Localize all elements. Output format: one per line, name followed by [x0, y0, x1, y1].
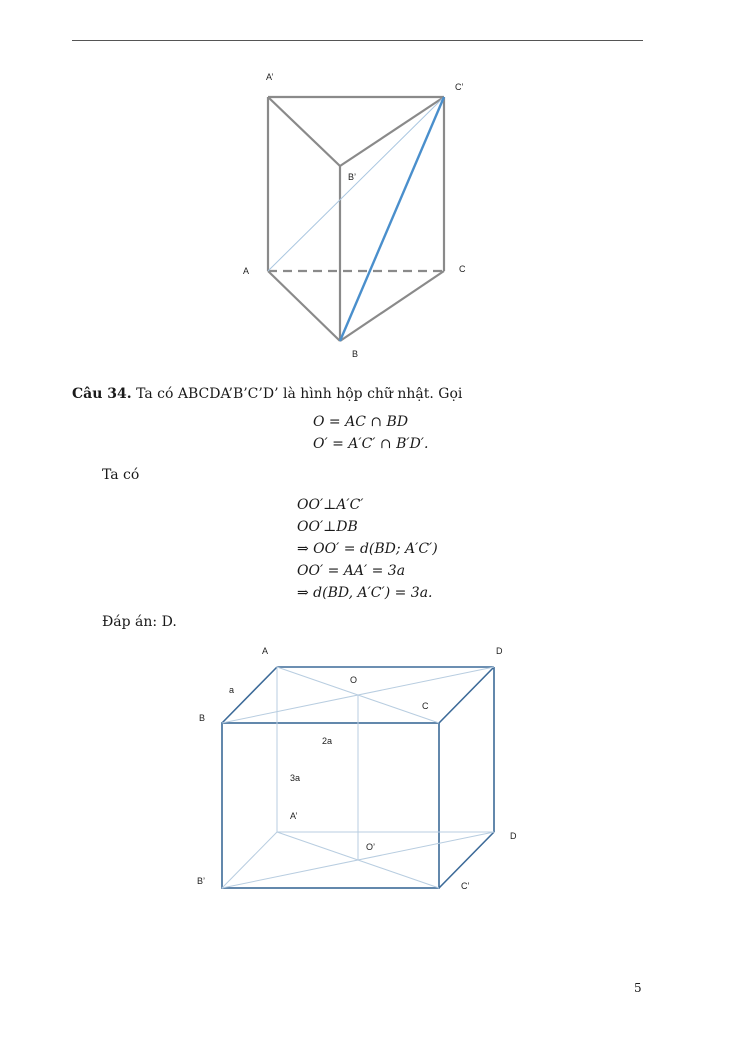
- label-b: B: [352, 349, 359, 359]
- edge-d-c: [439, 667, 494, 723]
- label-box-d-top: D: [496, 646, 503, 656]
- label-a-prime: A’: [266, 72, 274, 82]
- label-box-d-bottom: D: [510, 831, 517, 841]
- page-number: 5: [634, 981, 642, 995]
- label-box-a-prime: A’: [290, 811, 298, 821]
- label-box-a: A: [262, 646, 269, 656]
- step-4: OO′ = AA′ = 3a: [297, 563, 406, 579]
- step-5: ⇒ d(BD, A′C′) = 3a.: [297, 585, 433, 601]
- question-34: [72, 386, 462, 402]
- label-box-a-length: a: [229, 685, 235, 695]
- edge-b1-a1: [222, 832, 277, 888]
- label-box-c: C: [422, 701, 429, 711]
- label-box-b-prime: B’: [197, 876, 206, 886]
- ta-co: Ta có: [102, 467, 140, 483]
- step-1: OO′⊥A′C′: [297, 497, 364, 513]
- step-3: ⇒ OO′ = d(BD; A′C′): [297, 541, 438, 557]
- question-text: Ta có ABCDA’B’C’D’ là hình hộp chữ nhật. Gọi: [136, 386, 463, 402]
- front-face: [222, 723, 439, 888]
- edge-c1-d1: [439, 832, 494, 888]
- edge-a1-b1: [268, 97, 340, 166]
- label-c: C: [459, 264, 466, 274]
- def-o-prime: O′ = A′C′ ∩ B′D′.: [313, 436, 429, 452]
- label-box-3a: 3a: [290, 773, 301, 783]
- label-box-o-prime: O’: [366, 842, 375, 852]
- step-2: OO′⊥DB: [297, 519, 358, 535]
- answer: Đáp án: D.: [102, 614, 177, 630]
- edge-a-b: [268, 271, 340, 341]
- edge-b-a: [222, 667, 277, 723]
- def-o: O = AC ∩ BD: [313, 414, 409, 430]
- question-number: Câu 34.: [72, 386, 132, 402]
- label-box-o: O: [350, 675, 358, 685]
- diag-b-c1: [340, 97, 444, 341]
- label-b-prime: B’: [348, 172, 357, 182]
- label-box-2a: 2a: [322, 736, 333, 746]
- label-box-c-prime: C’: [461, 881, 470, 891]
- label-c-prime: C’: [455, 82, 464, 92]
- label-a: A: [243, 266, 250, 276]
- label-box-b: B: [199, 713, 206, 723]
